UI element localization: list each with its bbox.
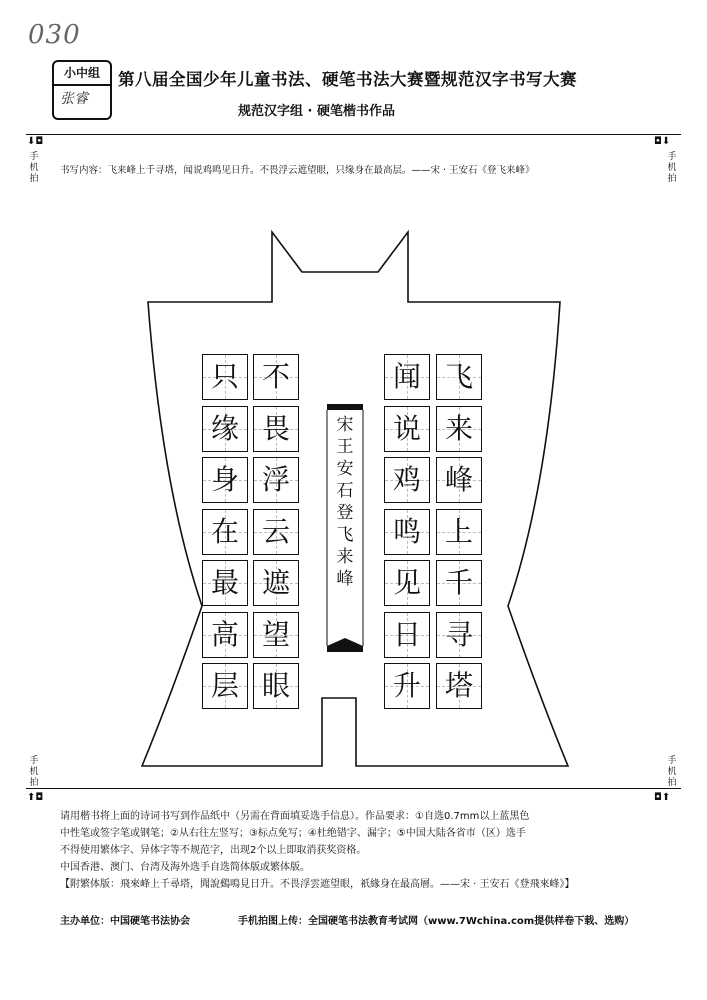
grid-cell <box>202 457 248 503</box>
grid-cell <box>253 406 299 452</box>
grid-character: 高 <box>210 617 239 651</box>
grid-cell <box>384 354 430 400</box>
grid-character: 在 <box>210 514 239 548</box>
requirement-line: 【附繁体版：飛來峰上千尋塔，聞說鷄鳴見日升。不畏浮雲遮望眼，祇緣身在最高層。——宋 · 王安石《登飛來峰》】 <box>60 879 575 890</box>
grid-cell <box>436 612 482 658</box>
attribution-text: 宋王安石 登飞来峰 <box>336 415 354 589</box>
requirement-line: 中性笔或签字笔或钢笔；②从右往左竖写；③标点免写；④杜绝错字、漏字；⑤中国大陆各省市（区）选手 <box>60 828 526 839</box>
grid-cell <box>436 663 482 709</box>
grid-cell <box>436 406 482 452</box>
grid-character: 遮 <box>261 566 290 599</box>
grid-character: 升 <box>392 669 421 702</box>
grid-cell <box>436 509 482 555</box>
grid-cell <box>253 663 299 709</box>
side-label-phone-photo: 手机拍 <box>29 152 39 184</box>
grid-cell <box>384 509 430 555</box>
grid-character: 眼 <box>261 669 290 702</box>
grid-character: 峰 <box>444 463 473 496</box>
grid-character: 云 <box>261 514 290 548</box>
grid-character: 缘 <box>210 411 239 445</box>
grid-cell <box>253 354 299 400</box>
grid-cell <box>384 663 430 709</box>
grid-character: 最 <box>210 566 239 599</box>
grid-cell <box>202 663 248 709</box>
handwritten-number: 030 <box>28 20 81 50</box>
grid-character: 见 <box>392 566 421 599</box>
grid-character: 畏 <box>261 411 290 445</box>
camera-icon: ◘⬇ <box>654 136 671 147</box>
grid-character: 鸣 <box>392 514 421 548</box>
grid-character: 说 <box>392 411 421 445</box>
upload-info: 手机拍图上传：全国硬笔书法教育考试网（www.7Wchina.com提供样卷下载、选购） <box>238 916 635 927</box>
writing-content: 书写内容：飞来峰上千寻塔，闻说鸡鸣见日升。不畏浮云遮望眼，只缘身在最高层。——宋 · 王安石《登飞来峰》 <box>60 165 535 176</box>
top-divider <box>26 134 681 135</box>
grid-cell <box>384 612 430 658</box>
bottom-divider <box>26 788 681 789</box>
camera-icon: ⬇◘ <box>27 136 44 147</box>
page-subtitle: 规范汉字组 · 硬笔楷书作品 <box>238 104 395 119</box>
camera-icon: ⬆◘ <box>27 792 44 803</box>
grid-character: 塔 <box>444 669 473 702</box>
grid-character: 闻 <box>392 360 421 393</box>
camera-icon: ◘⬆ <box>654 792 671 803</box>
grid-cell <box>202 612 248 658</box>
grid-character: 千 <box>444 566 473 599</box>
grid-character: 日 <box>392 617 421 651</box>
requirement-line: 不得使用繁体字、异体字等不规范字，出现2个以上即取消获奖资格。 <box>60 845 367 856</box>
grid-cell <box>436 560 482 606</box>
grid-character: 鸡 <box>392 463 421 496</box>
grid-cell <box>436 354 482 400</box>
organizer: 主办单位：中国硬笔书法协会 <box>60 916 190 927</box>
grid-character: 上 <box>444 514 473 548</box>
group-badge <box>52 60 112 120</box>
badge-signature: 张睿 <box>60 91 88 107</box>
requirements <box>60 808 650 893</box>
grid-cell <box>384 457 430 503</box>
grid-character: 来 <box>444 411 473 445</box>
side-label-phone-photo: 手机拍 <box>667 152 677 184</box>
requirement-line: 中国香港、澳门、台湾及海外选手自选简体版或繁体版。 <box>60 862 310 873</box>
grid-character: 层 <box>210 669 239 702</box>
requirement-line: 请用楷书将上面的诗词书写到作品纸中（另需在背面填妥选手信息）。作品要求：①自选0.7mm以上蓝黑色 <box>60 811 530 822</box>
grid-cell <box>202 354 248 400</box>
grid-character: 只 <box>210 360 239 393</box>
grid-cell <box>384 406 430 452</box>
side-label-phone-photo: 手机拍 <box>667 756 677 788</box>
grid-character: 不 <box>261 360 290 393</box>
grid-cell <box>202 560 248 606</box>
grid-cell <box>253 509 299 555</box>
grid-cell <box>384 560 430 606</box>
grid-cell <box>253 612 299 658</box>
page-title: 第八届全国少年儿童书法、硬笔书法大赛暨规范汉字书写大赛 <box>118 70 577 89</box>
grid-character: 飞 <box>444 360 473 393</box>
side-label-phone-photo: 手机拍 <box>29 756 39 788</box>
grid-character: 望 <box>261 617 290 651</box>
grid-character: 身 <box>210 463 239 496</box>
grid-cell <box>202 509 248 555</box>
grid-cell <box>202 406 248 452</box>
grid-character: 浮 <box>261 463 290 496</box>
grid-cell <box>436 457 482 503</box>
grid-character: 寻 <box>444 617 473 651</box>
grid-cell <box>253 560 299 606</box>
grid-cell <box>253 457 299 503</box>
badge-label: 小中组 <box>54 62 110 86</box>
